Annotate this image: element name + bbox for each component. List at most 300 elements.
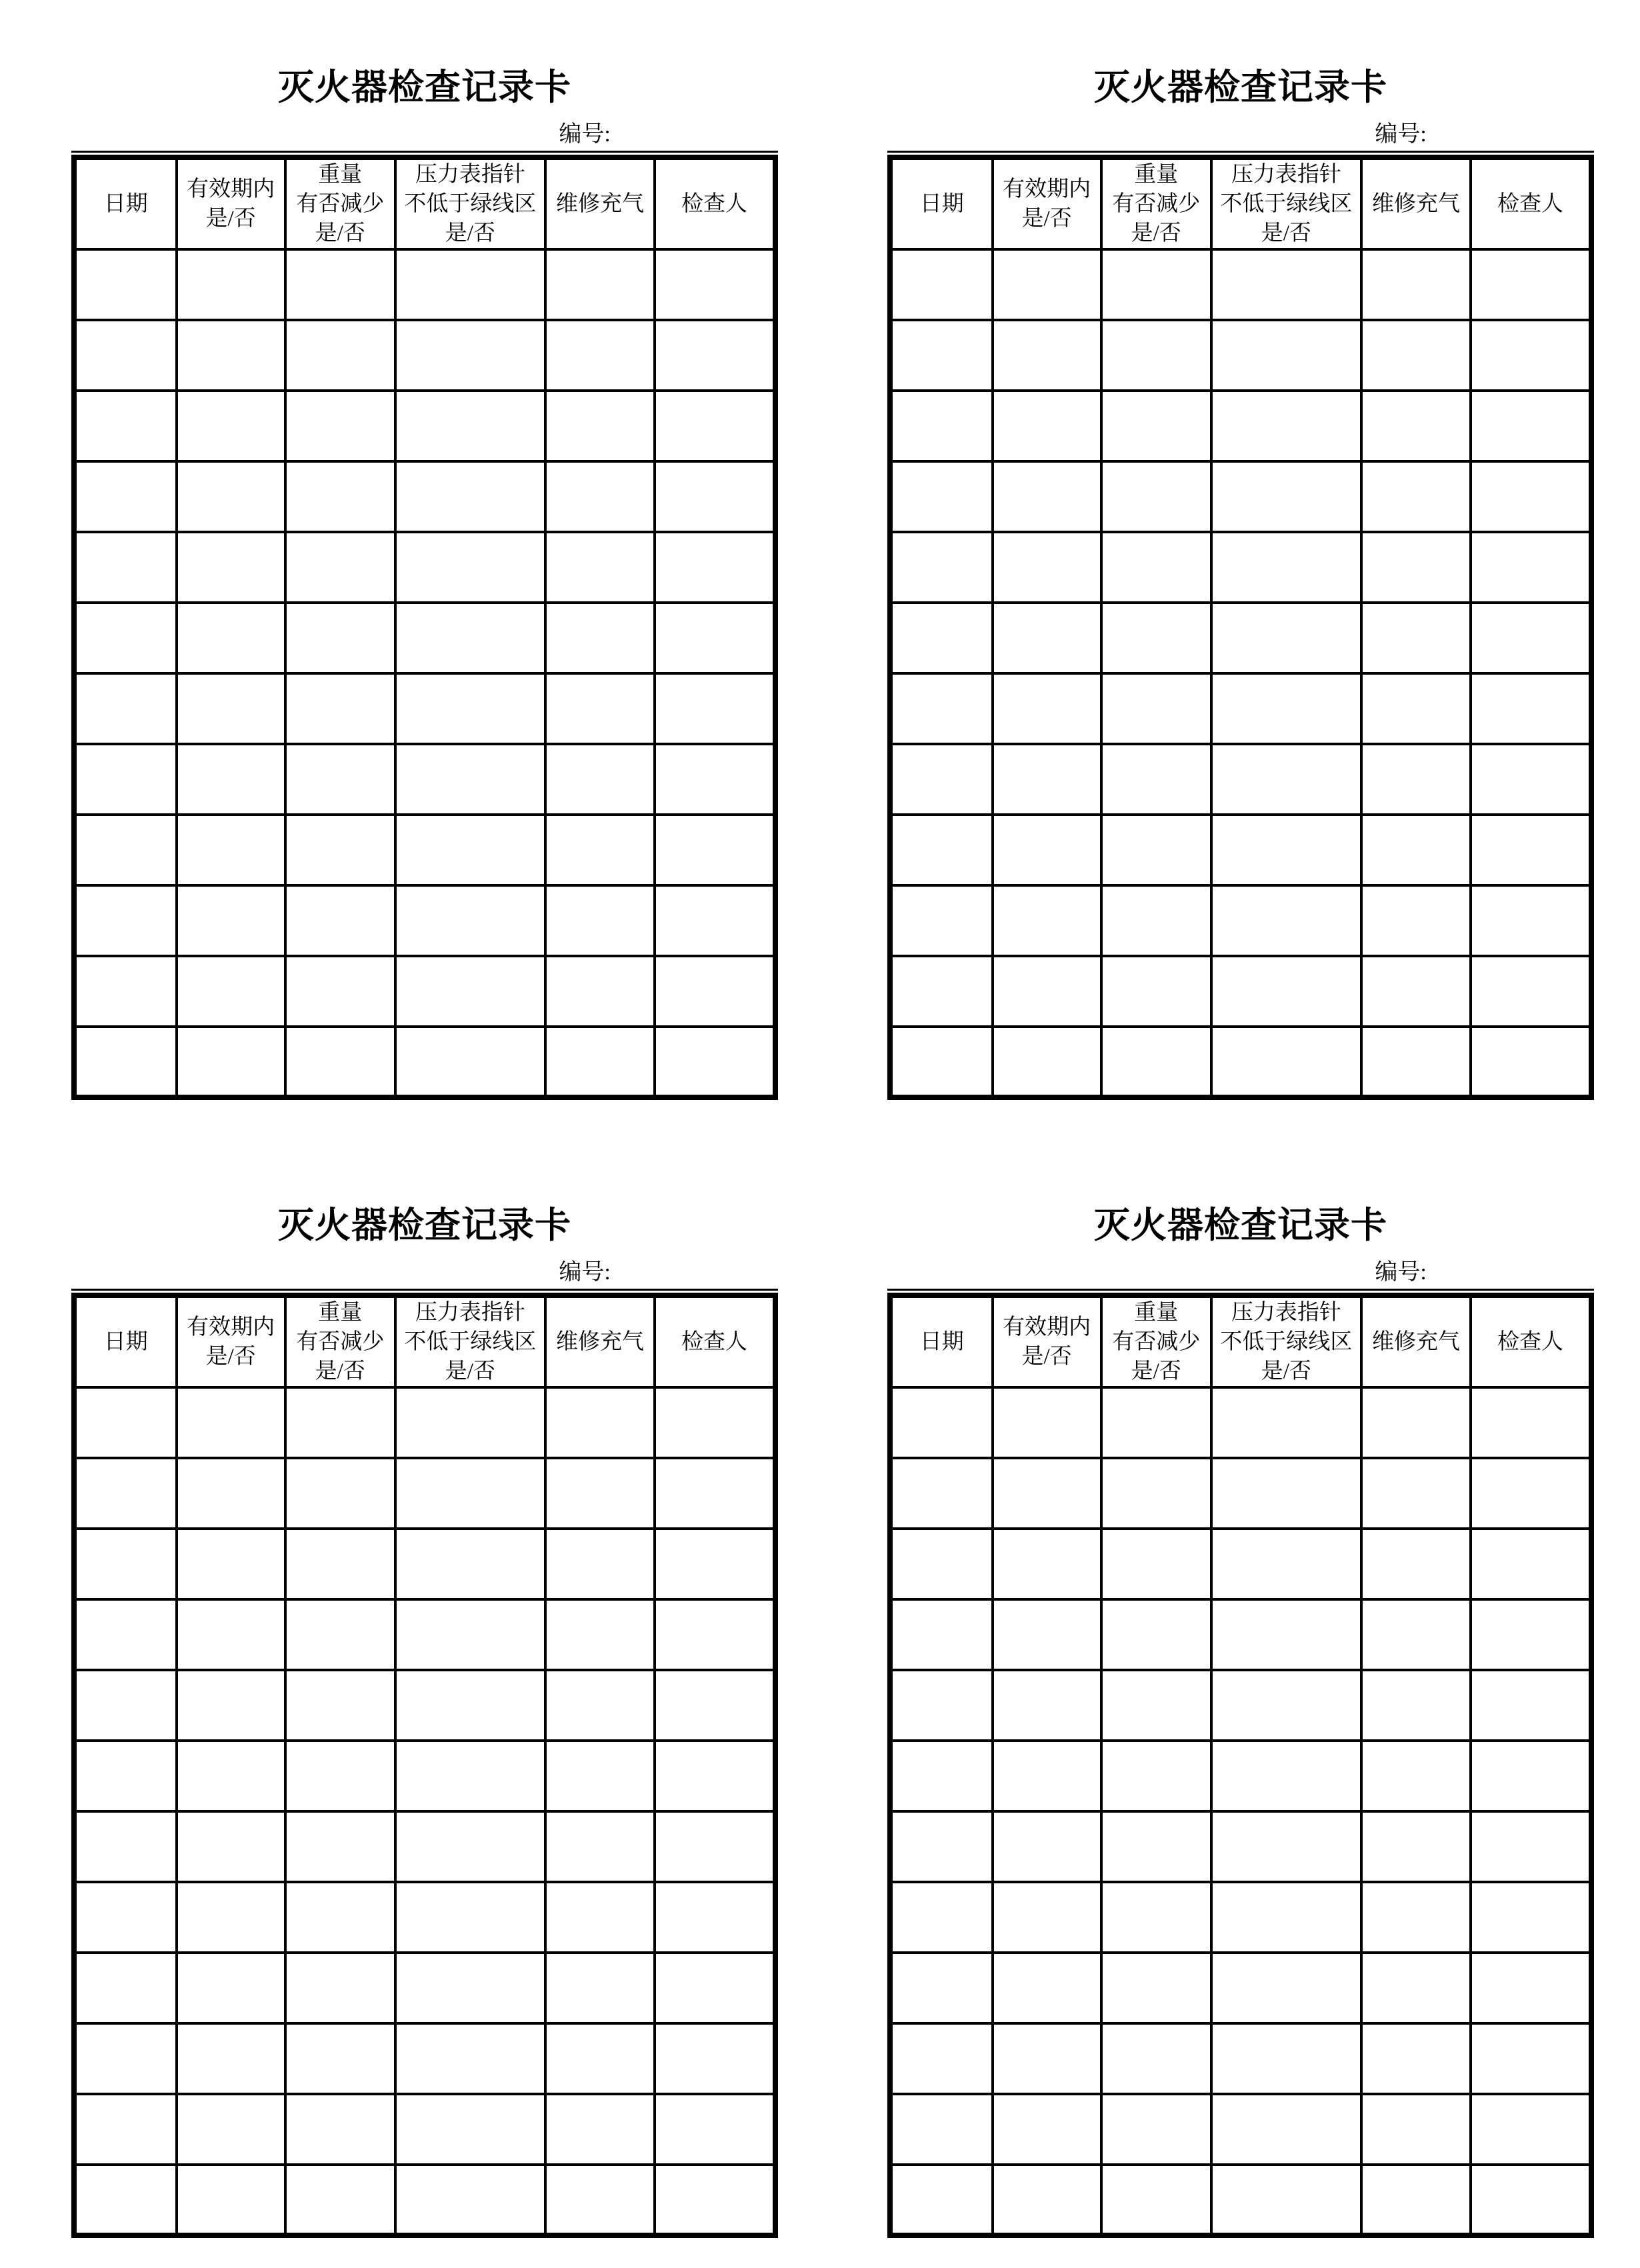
empty-cell	[1361, 2165, 1471, 2235]
empty-cell	[74, 461, 177, 532]
empty-cell	[890, 1529, 993, 1599]
empty-cell	[890, 2094, 993, 2165]
empty-cell	[1361, 1670, 1471, 1741]
empty-cell	[1471, 603, 1591, 673]
empty-cell	[545, 461, 655, 532]
empty-cell	[1361, 1599, 1471, 1670]
empty-cell	[655, 815, 775, 885]
header-cell	[993, 1295, 1101, 1387]
empty-cell	[545, 1953, 655, 2023]
serial-label: 编号:	[559, 1260, 611, 1285]
header-cell-line: 有效期内	[1003, 177, 1091, 201]
empty-cell	[1471, 1811, 1591, 1882]
empty-cell	[1471, 1027, 1591, 1097]
table-row	[890, 2094, 1591, 2165]
empty-cell	[655, 461, 775, 532]
empty-cell	[1101, 956, 1211, 1027]
empty-cell	[655, 1741, 775, 1811]
empty-cell	[993, 603, 1101, 673]
empty-cell	[1211, 1882, 1361, 1953]
empty-cell	[177, 1670, 285, 1741]
empty-cell	[395, 1599, 545, 1670]
empty-cell	[74, 1529, 177, 1599]
empty-cell	[395, 1458, 545, 1529]
serial-label: 编号:	[1375, 122, 1427, 147]
empty-cell	[1101, 1529, 1211, 1599]
empty-cell	[1211, 532, 1361, 603]
empty-cell	[655, 1670, 775, 1741]
empty-cell	[890, 1953, 993, 2023]
header-cell-line: 是/否	[315, 221, 365, 245]
table-row	[890, 815, 1591, 885]
table-top-rule	[71, 151, 778, 153]
header-cell	[1101, 1295, 1211, 1387]
empty-cell	[177, 1529, 285, 1599]
empty-cell	[395, 320, 545, 391]
table-row	[890, 1953, 1591, 2023]
empty-cell	[1101, 1882, 1211, 1953]
empty-cell	[1101, 1741, 1211, 1811]
empty-cell	[545, 1458, 655, 1529]
empty-cell	[395, 1741, 545, 1811]
header-cell	[890, 1295, 993, 1387]
empty-cell	[545, 885, 655, 956]
empty-cell	[177, 320, 285, 391]
empty-cell	[177, 1953, 285, 2023]
empty-cell	[395, 2165, 545, 2235]
table-row	[74, 1529, 775, 1599]
empty-cell	[285, 461, 395, 532]
empty-cell	[1101, 1458, 1211, 1529]
header-cell	[177, 1295, 285, 1387]
empty-cell	[890, 1027, 993, 1097]
header-cell	[655, 157, 775, 249]
card-title: 灭火器检查记录卡	[1094, 67, 1387, 107]
header-cell-line: 重量	[318, 1301, 363, 1325]
empty-cell	[1361, 2023, 1471, 2094]
empty-cell	[1471, 744, 1591, 815]
header-cell	[1101, 157, 1211, 249]
empty-cell	[993, 815, 1101, 885]
empty-cell	[1211, 461, 1361, 532]
empty-cell	[1101, 1811, 1211, 1882]
table-header-row	[890, 157, 1591, 249]
table-row	[890, 673, 1591, 744]
header-cell-line: 压力表指针	[415, 1301, 525, 1325]
header-cell-line: 是/否	[445, 221, 495, 245]
empty-cell	[545, 744, 655, 815]
empty-cell	[1101, 673, 1211, 744]
empty-cell	[545, 1670, 655, 1741]
empty-cell	[395, 249, 545, 320]
empty-cell	[74, 1882, 177, 1953]
header-cell-line: 有否减少	[296, 192, 385, 216]
empty-cell	[1361, 673, 1471, 744]
empty-cell	[74, 1027, 177, 1097]
empty-cell	[890, 391, 993, 461]
empty-cell	[177, 744, 285, 815]
empty-cell	[993, 1387, 1101, 1458]
card-title: 灭火器检查记录卡	[1094, 1205, 1387, 1245]
empty-cell	[1211, 1670, 1361, 1741]
empty-cell	[1471, 320, 1591, 391]
table-row	[74, 815, 775, 885]
empty-cell	[74, 532, 177, 603]
empty-cell	[285, 744, 395, 815]
empty-cell	[1211, 603, 1361, 673]
table-row	[74, 956, 775, 1027]
empty-cell	[395, 1811, 545, 1882]
empty-cell	[285, 1599, 395, 1670]
empty-cell	[177, 532, 285, 603]
empty-cell	[1211, 673, 1361, 744]
empty-cell	[285, 1953, 395, 2023]
empty-cell	[545, 320, 655, 391]
table-header-row	[890, 1295, 1591, 1387]
empty-cell	[1361, 603, 1471, 673]
table-row	[74, 1387, 775, 1458]
header-cell-line: 检查人	[681, 192, 747, 216]
inspection-card	[887, 0, 1594, 1100]
empty-cell	[395, 603, 545, 673]
empty-cell	[655, 673, 775, 744]
header-cell	[74, 157, 177, 249]
empty-cell	[285, 1882, 395, 1953]
table-row	[890, 1811, 1591, 1882]
table-header-row	[74, 1295, 775, 1387]
empty-cell	[993, 885, 1101, 956]
header-cell	[890, 157, 993, 249]
header-cell-line: 压力表指针	[415, 163, 525, 187]
serial-label: 编号:	[1375, 1260, 1427, 1285]
empty-cell	[74, 1458, 177, 1529]
empty-cell	[177, 249, 285, 320]
empty-cell	[1211, 1529, 1361, 1599]
empty-cell	[1101, 2023, 1211, 2094]
empty-cell	[1471, 461, 1591, 532]
empty-cell	[1211, 1599, 1361, 1670]
empty-cell	[1361, 1882, 1471, 1953]
table-row	[74, 391, 775, 461]
empty-cell	[1471, 391, 1591, 461]
empty-cell	[993, 391, 1101, 461]
header-cell-line: 日期	[103, 1330, 148, 1354]
empty-cell	[74, 320, 177, 391]
empty-cell	[655, 2023, 775, 2094]
empty-cell	[1211, 2094, 1361, 2165]
empty-cell	[993, 320, 1101, 391]
header-cell-line: 重量	[318, 163, 363, 187]
empty-cell	[890, 2023, 993, 2094]
empty-cell	[1101, 744, 1211, 815]
empty-cell	[1361, 461, 1471, 532]
empty-cell	[890, 1599, 993, 1670]
empty-cell	[177, 1458, 285, 1529]
header-cell	[74, 1295, 177, 1387]
header-cell	[285, 157, 395, 249]
empty-cell	[1361, 2094, 1471, 2165]
empty-cell	[285, 1458, 395, 1529]
empty-cell	[1361, 249, 1471, 320]
empty-cell	[1101, 461, 1211, 532]
empty-cell	[890, 2165, 993, 2235]
empty-cell	[890, 885, 993, 956]
empty-cell	[655, 744, 775, 815]
inspection-card	[71, 1138, 778, 2238]
table-row	[74, 461, 775, 532]
empty-cell	[1211, 1741, 1361, 1811]
empty-cell	[1471, 1458, 1591, 1529]
empty-cell	[285, 1741, 395, 1811]
table-row	[74, 2165, 775, 2235]
table-row	[74, 885, 775, 956]
empty-cell	[177, 2165, 285, 2235]
table-row	[890, 1599, 1591, 1670]
empty-cell	[545, 1387, 655, 1458]
empty-cell	[1211, 391, 1361, 461]
table-row	[890, 1529, 1591, 1599]
header-cell	[1471, 1295, 1591, 1387]
empty-cell	[545, 249, 655, 320]
empty-cell	[395, 1953, 545, 2023]
empty-cell	[285, 1027, 395, 1097]
empty-cell	[285, 1670, 395, 1741]
empty-cell	[545, 1741, 655, 1811]
empty-cell	[177, 461, 285, 532]
empty-cell	[993, 2165, 1101, 2235]
table-row	[890, 1458, 1591, 1529]
table-top-rule	[71, 1289, 778, 1291]
empty-cell	[1361, 885, 1471, 956]
empty-cell	[993, 1741, 1101, 1811]
empty-cell	[1211, 320, 1361, 391]
header-cell-line: 有效期内	[187, 177, 275, 201]
header-cell	[1471, 157, 1591, 249]
empty-cell	[545, 1529, 655, 1599]
empty-cell	[74, 885, 177, 956]
header-cell-line: 是/否	[1261, 1359, 1311, 1383]
empty-cell	[285, 2023, 395, 2094]
table-row	[74, 320, 775, 391]
empty-cell	[993, 956, 1101, 1027]
empty-cell	[655, 1882, 775, 1953]
empty-cell	[285, 1529, 395, 1599]
empty-cell	[1471, 1670, 1591, 1741]
header-cell-line: 是/否	[315, 1359, 365, 1383]
empty-cell	[1101, 603, 1211, 673]
empty-cell	[993, 532, 1101, 603]
header-cell	[545, 157, 655, 249]
empty-cell	[395, 673, 545, 744]
empty-cell	[1361, 956, 1471, 1027]
table-row	[74, 744, 775, 815]
empty-cell	[1361, 1458, 1471, 1529]
header-cell-line: 检查人	[1497, 192, 1563, 216]
empty-cell	[655, 2165, 775, 2235]
empty-cell	[545, 815, 655, 885]
empty-cell	[890, 1741, 993, 1811]
empty-cell	[1101, 885, 1211, 956]
empty-cell	[395, 532, 545, 603]
header-cell	[395, 157, 545, 249]
empty-cell	[74, 2165, 177, 2235]
empty-cell	[993, 2023, 1101, 2094]
header-cell-line: 压力表指针	[1231, 163, 1341, 187]
empty-cell	[993, 1882, 1101, 1953]
empty-cell	[890, 744, 993, 815]
empty-cell	[993, 461, 1101, 532]
empty-cell	[1471, 815, 1591, 885]
empty-cell	[655, 1529, 775, 1599]
table-row	[74, 1670, 775, 1741]
header-cell-line: 维修充气	[555, 192, 644, 216]
empty-cell	[1211, 1027, 1361, 1097]
empty-cell	[74, 391, 177, 461]
empty-cell	[1471, 885, 1591, 956]
table-row	[74, 1811, 775, 1882]
empty-cell	[74, 1953, 177, 2023]
table-row	[890, 532, 1591, 603]
table-row	[74, 1882, 775, 1953]
empty-cell	[890, 956, 993, 1027]
header-cell-line: 不低于绿线区	[1220, 192, 1353, 216]
empty-cell	[1471, 532, 1591, 603]
empty-cell	[177, 603, 285, 673]
empty-cell	[1101, 815, 1211, 885]
empty-cell	[1361, 532, 1471, 603]
empty-cell	[993, 1599, 1101, 1670]
empty-cell	[993, 673, 1101, 744]
header-cell-line: 有否减少	[296, 1330, 385, 1354]
table-row	[890, 1882, 1591, 1953]
empty-cell	[993, 2094, 1101, 2165]
empty-cell	[655, 1458, 775, 1529]
empty-cell	[655, 956, 775, 1027]
empty-cell	[177, 1027, 285, 1097]
table-row	[74, 1741, 775, 1811]
empty-cell	[395, 461, 545, 532]
empty-cell	[1361, 1741, 1471, 1811]
header-cell-line: 是/否	[1021, 1345, 1072, 1369]
empty-cell	[74, 2094, 177, 2165]
empty-cell	[890, 673, 993, 744]
empty-cell	[285, 391, 395, 461]
empty-cell	[655, 1953, 775, 2023]
empty-cell	[1211, 815, 1361, 885]
empty-cell	[890, 1670, 993, 1741]
empty-cell	[655, 320, 775, 391]
empty-cell	[1101, 320, 1211, 391]
empty-cell	[395, 2023, 545, 2094]
empty-cell	[395, 1670, 545, 1741]
empty-cell	[655, 1387, 775, 1458]
header-cell-line: 是/否	[445, 1359, 495, 1383]
table-row	[74, 603, 775, 673]
header-cell	[1211, 157, 1361, 249]
empty-cell	[285, 815, 395, 885]
empty-cell	[890, 461, 993, 532]
empty-cell	[1361, 320, 1471, 391]
empty-cell	[890, 603, 993, 673]
header-cell-line: 日期	[103, 192, 148, 216]
header-cell-line: 维修充气	[1371, 192, 1460, 216]
empty-cell	[655, 885, 775, 956]
empty-cell	[993, 249, 1101, 320]
empty-cell	[655, 2094, 775, 2165]
empty-cell	[395, 2094, 545, 2165]
header-cell-line: 有效期内	[187, 1315, 275, 1339]
empty-cell	[890, 532, 993, 603]
inspection-card	[887, 1138, 1594, 2238]
empty-cell	[177, 2023, 285, 2094]
empty-cell	[1211, 1953, 1361, 2023]
empty-cell	[1471, 1599, 1591, 1670]
empty-cell	[285, 2094, 395, 2165]
table-row	[890, 320, 1591, 391]
header-cell-line: 是/否	[1131, 1359, 1181, 1383]
serial-label: 编号:	[559, 122, 611, 147]
table-row	[890, 1670, 1591, 1741]
empty-cell	[74, 744, 177, 815]
table-row	[890, 249, 1591, 320]
table-row	[890, 885, 1591, 956]
table-row	[74, 2023, 775, 2094]
table-row	[74, 1953, 775, 2023]
table-row	[74, 249, 775, 320]
empty-cell	[1361, 1387, 1471, 1458]
empty-cell	[285, 1387, 395, 1458]
empty-cell	[395, 744, 545, 815]
empty-cell	[1101, 1599, 1211, 1670]
empty-cell	[890, 249, 993, 320]
header-cell	[285, 1295, 395, 1387]
empty-cell	[1361, 1529, 1471, 1599]
empty-cell	[993, 1458, 1101, 1529]
empty-cell	[177, 1599, 285, 1670]
header-cell-line: 维修充气	[555, 1330, 644, 1354]
empty-cell	[285, 673, 395, 744]
empty-cell	[890, 320, 993, 391]
empty-cell	[1471, 249, 1591, 320]
empty-cell	[655, 1811, 775, 1882]
empty-cell	[1211, 956, 1361, 1027]
header-cell-line: 有否减少	[1112, 192, 1201, 216]
empty-cell	[1471, 1741, 1591, 1811]
empty-cell	[74, 1670, 177, 1741]
empty-cell	[1471, 1953, 1591, 2023]
header-cell-line: 不低于绿线区	[1220, 1330, 1353, 1354]
table-row	[890, 2165, 1591, 2235]
header-cell-line: 重量	[1134, 1301, 1179, 1325]
empty-cell	[285, 1811, 395, 1882]
empty-cell	[655, 249, 775, 320]
empty-cell	[1471, 1882, 1591, 1953]
empty-cell	[1361, 1811, 1471, 1882]
header-cell-line: 是/否	[1021, 207, 1072, 231]
empty-cell	[1211, 1811, 1361, 1882]
empty-cell	[1101, 1387, 1211, 1458]
empty-cell	[890, 815, 993, 885]
empty-cell	[74, 815, 177, 885]
empty-cell	[285, 249, 395, 320]
header-cell-line: 有效期内	[1003, 1315, 1091, 1339]
header-cell-line: 不低于绿线区	[404, 192, 537, 216]
empty-cell	[890, 1882, 993, 1953]
table-row	[74, 673, 775, 744]
empty-cell	[1101, 532, 1211, 603]
empty-cell	[1211, 2023, 1361, 2094]
table-row	[890, 956, 1591, 1027]
